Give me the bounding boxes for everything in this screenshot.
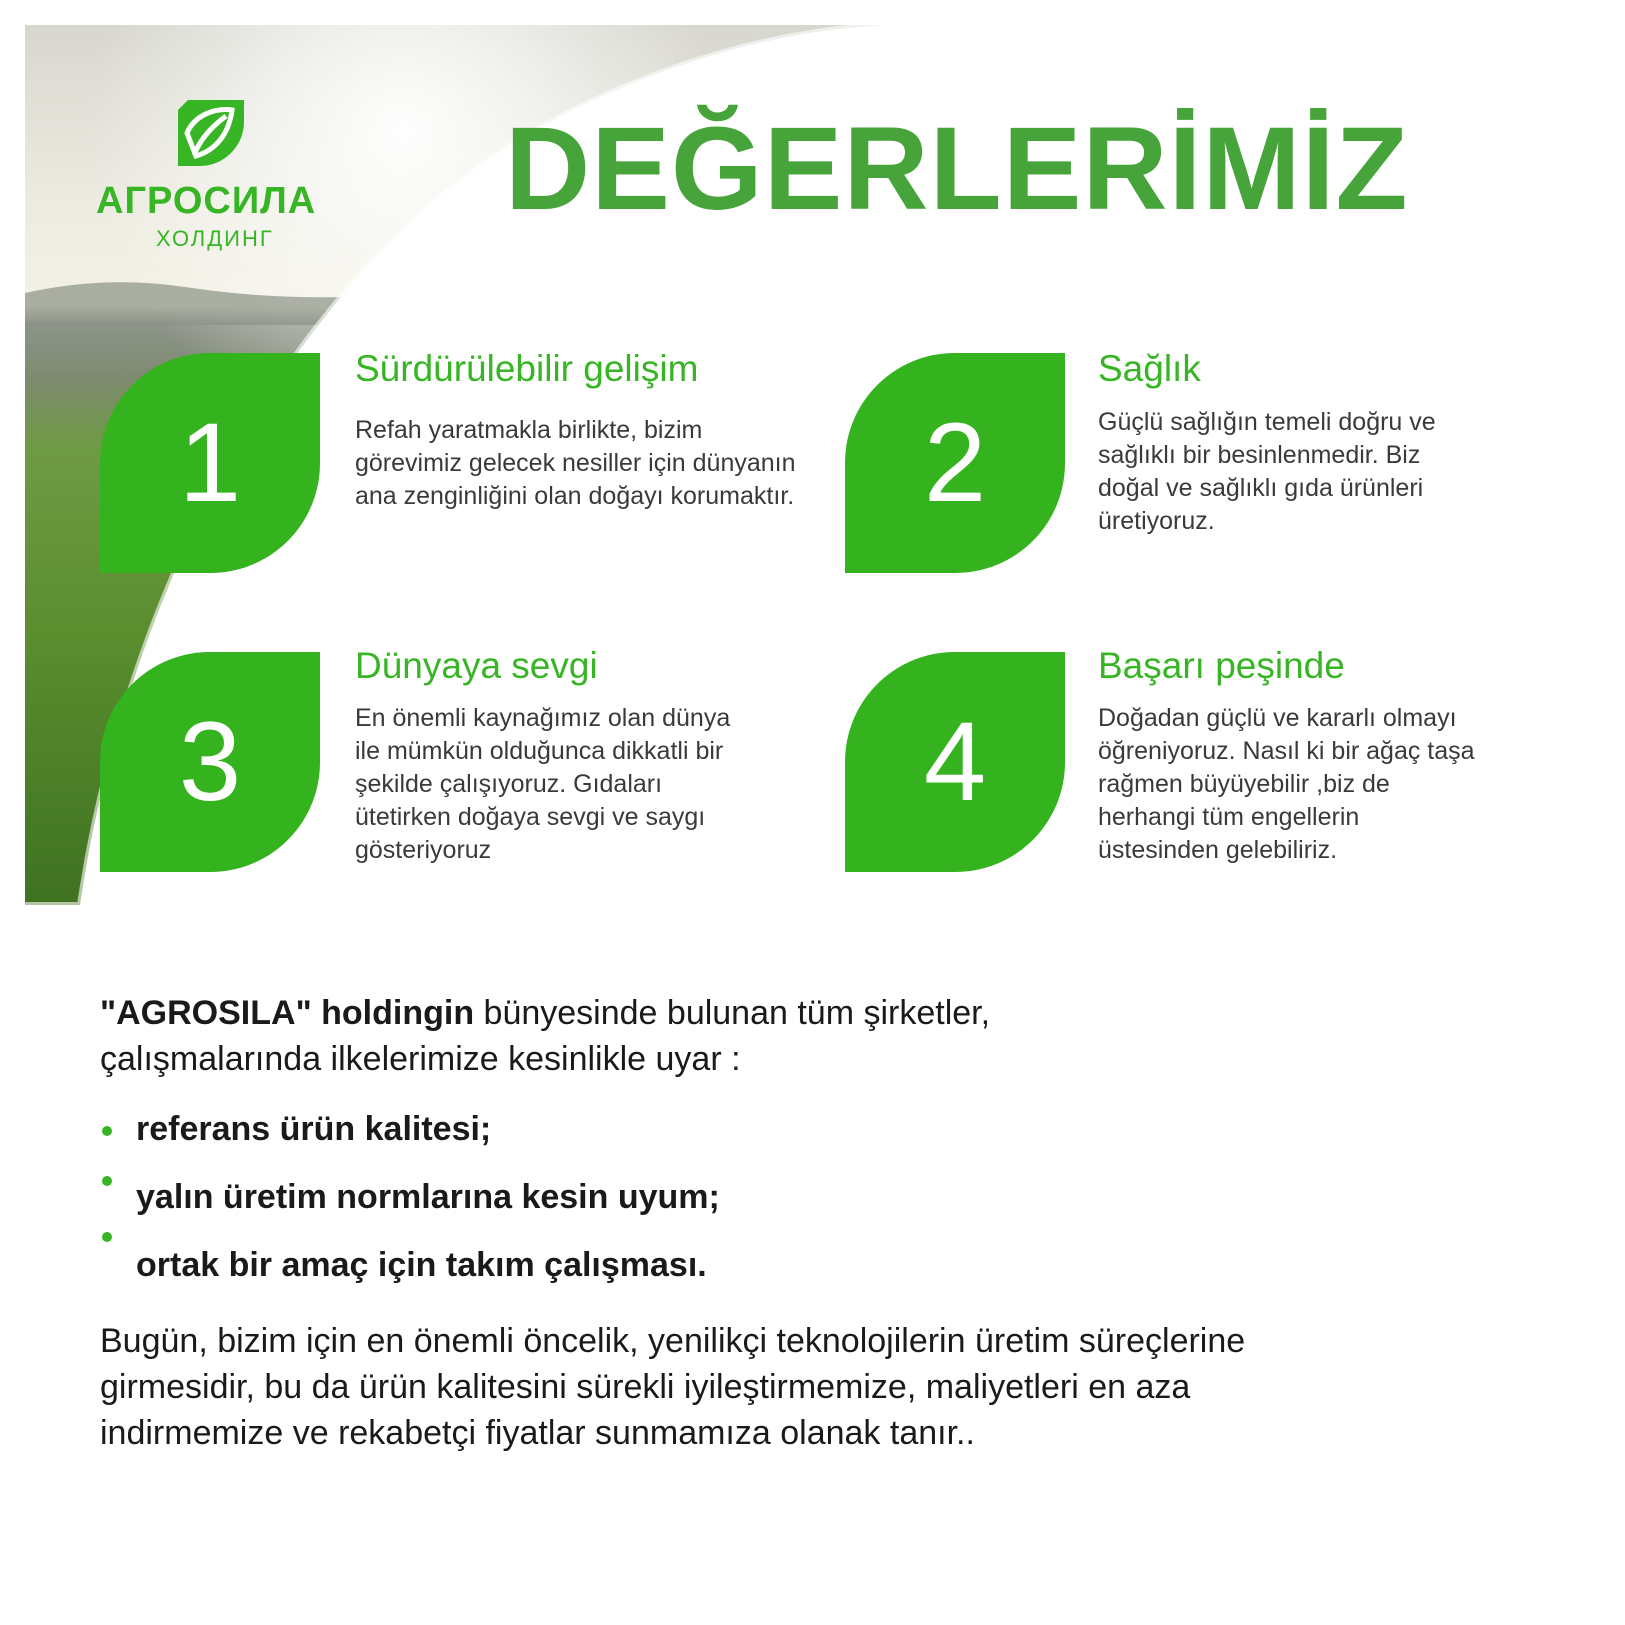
value-text-line: rağmen büyüyebilir ,biz de	[1098, 770, 1390, 798]
value-text-4	[1098, 702, 1475, 867]
value-text-line: sağlıklı bir besinlenmedir. Biz	[1098, 441, 1421, 469]
value-text-line: üretiyoruz.	[1098, 507, 1215, 535]
value-number-4: 4	[923, 699, 987, 824]
value-number-3: 3	[178, 699, 242, 824]
principle-item-3: ortak bir amaç için takım çalışması.	[136, 1246, 707, 1284]
value-text-line: gösteriyoruz	[355, 836, 492, 864]
value-number-1: 1	[178, 400, 242, 525]
bullet-dot	[102, 1232, 112, 1242]
value-text-line: ile mümkün olduğunca dikkatli bir	[355, 737, 724, 765]
bullet-dot	[102, 1126, 112, 1136]
value-number-2: 2	[923, 400, 987, 525]
leaf-logo-icon	[178, 100, 244, 166]
value-text-line: ana zenginliğini olan doğayı korumaktır.	[355, 482, 795, 510]
value-title-4: Başarı peşinde	[1098, 645, 1345, 686]
value-text-3	[355, 702, 730, 867]
closing-paragraph	[100, 1318, 1245, 1456]
principle-item-1: referans ürün kalitesi;	[136, 1110, 492, 1148]
value-text-line: öğreniyoruz. Nasıl ki bir ağaç taşa	[1098, 737, 1475, 765]
value-text-line: doğal ve sağlıklı gıda ürünleri	[1098, 474, 1424, 502]
value-text-line: herhangi tüm engellerin	[1098, 803, 1360, 831]
closing-line-2: girmesidir, bu da ürün kalitesini sürekli iyileştirmemize, maliyetleri en aza	[100, 1368, 1191, 1406]
brand-name: АГРОСИЛА	[96, 180, 317, 222]
brand-subtitle: ХОЛДИНГ	[156, 226, 274, 251]
closing-line-3: indirmemize ve rekabetçi fiyatlar sunmamıza olanak tanır..	[100, 1414, 975, 1452]
intro-paragraph	[100, 990, 990, 1082]
value-text-line: Doğadan güçlü ve kararlı olmayı	[1098, 704, 1457, 732]
closing-line-1: Bugün, bizim için en önemli öncelik, yenilikçi teknolojilerin üretim süreçlerine	[100, 1322, 1246, 1360]
page-title: DEĞERLERİMİZ	[505, 103, 1409, 235]
value-text-line: Refah yaratmakla birlikte, bizim	[355, 416, 703, 444]
value-text-1	[355, 414, 796, 513]
principle-item-2: yalın üretim normlarına kesin uyum;	[136, 1178, 720, 1216]
brand-logo	[98, 100, 318, 250]
bullet-dot	[102, 1176, 112, 1186]
value-title-3: Dünyaya sevgi	[355, 645, 598, 686]
value-text-line: üstesinden gelebiliriz.	[1098, 836, 1338, 864]
intro-bold: "AGROSILA" holdingin	[100, 994, 475, 1032]
value-text-line: şekilde çalışıyoruz. Gıdaları	[355, 770, 663, 798]
value-text-line: Güçlü sağlığın temeli doğru ve	[1098, 408, 1436, 436]
intro-line-2: çalışmalarında ilkelerimize kesinlikle uyar :	[100, 1040, 741, 1078]
value-text-2	[1098, 406, 1436, 538]
intro-line-1	[100, 990, 990, 1036]
value-text-line: En önemli kaynağımız olan dünya	[355, 704, 731, 732]
value-title-2: Sağlık	[1098, 348, 1201, 389]
value-title-1: Sürdürülebilir gelişim	[355, 348, 699, 389]
value-text-line: ütetirken doğaya sevgi ve saygı	[355, 803, 706, 831]
value-text-line: görevimiz gelecek nesiller için dünyanın	[355, 449, 796, 477]
intro-rest: bünyesinde bulunan tüm şirketler,	[474, 994, 991, 1032]
